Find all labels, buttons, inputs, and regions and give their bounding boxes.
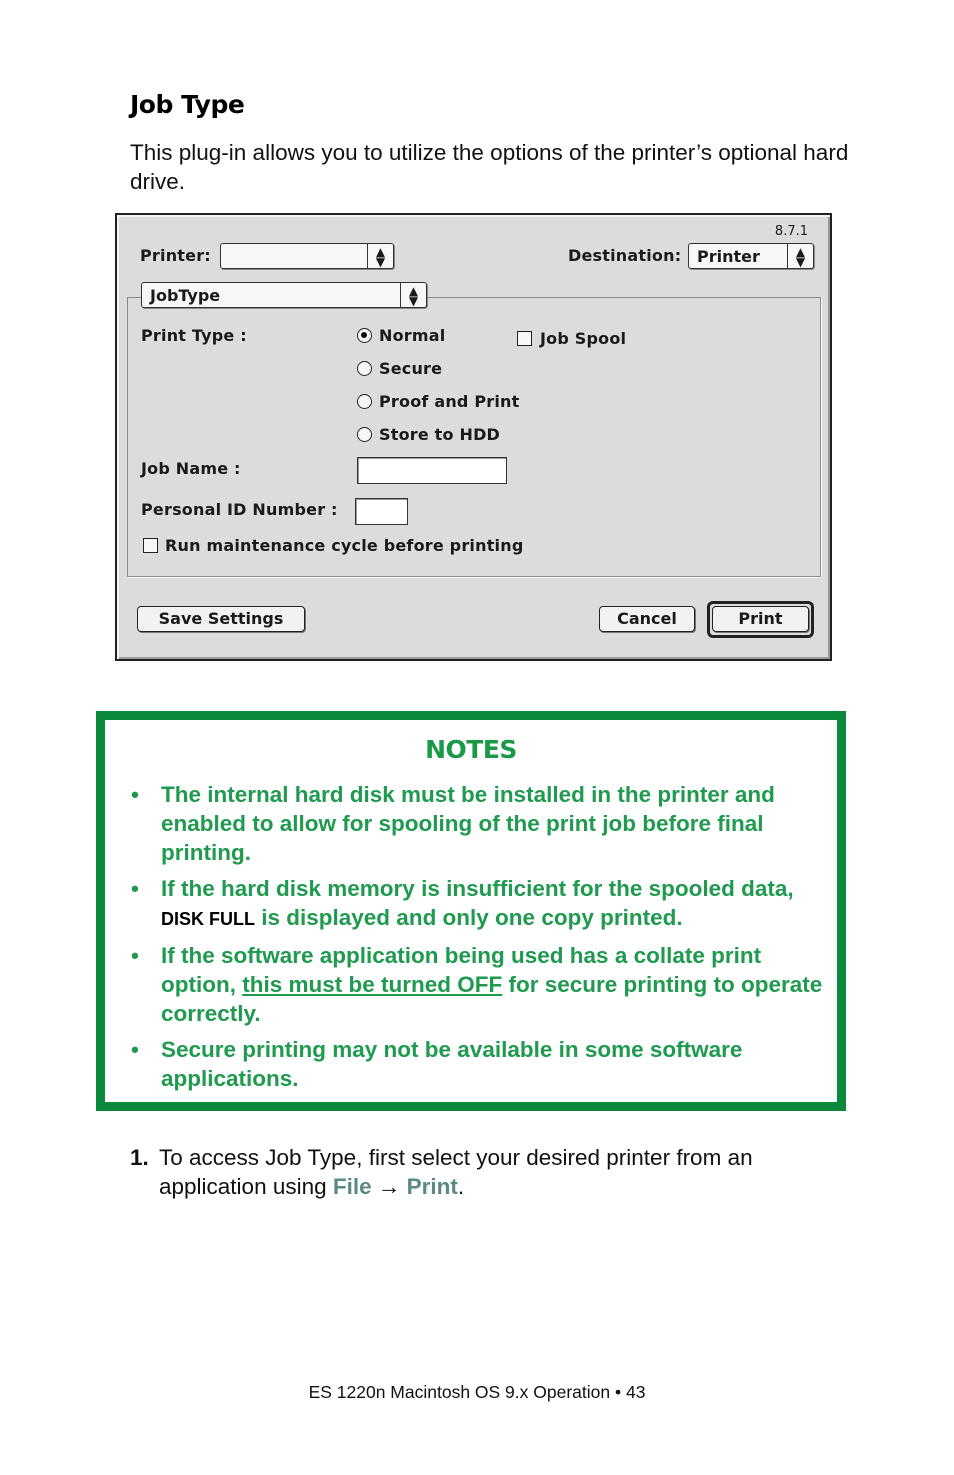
intro-paragraph: This plug-in allows you to utilize the options of the printer’s optional hard drive. (130, 140, 849, 194)
job-name-field[interactable] (357, 457, 507, 484)
note-text: The internal hard disk must be installed in the printer and enabled to allow for spooling of the print job before final printing. (161, 782, 775, 865)
bullet-icon: • (131, 943, 139, 968)
maintenance-label: Run maintenance cycle before printing (165, 536, 524, 555)
radio-secure-label: Secure (379, 359, 443, 378)
cancel-button[interactable]: Cancel (599, 606, 695, 632)
radio-store-to-hdd[interactable] (357, 427, 372, 442)
bullet-icon: • (131, 782, 139, 807)
print-type-label: Print Type : (141, 326, 247, 345)
notes-list (123, 780, 823, 1100)
menu-arrow: → (371, 1174, 407, 1199)
bullet-icon: • (131, 1037, 139, 1062)
step-text (159, 1143, 839, 1201)
printer-popup[interactable] (220, 243, 394, 269)
popup-arrows-icon: ▲ ▼ (400, 283, 426, 307)
radio-store-to-hdd-label: Store to HDD (379, 425, 501, 444)
radio-proof-and-print-label: Proof and Print (379, 392, 520, 411)
destination-popup[interactable] (688, 243, 814, 269)
job-name-label: Job Name : (141, 459, 241, 478)
bullet-icon: • (131, 876, 139, 901)
section-heading: Job Type (130, 90, 245, 119)
pin-label: Personal ID Number : (141, 500, 338, 519)
menu-print: Print (406, 1174, 458, 1199)
menu-file: File (332, 1174, 372, 1199)
note-text: is displayed and only one copy printed. (255, 905, 683, 930)
note-text: Secure printing may not be available in some software applications. (161, 1037, 743, 1091)
note-text: for secure printing to operate correctly. (161, 972, 823, 1026)
notes-title: NOTES (425, 735, 517, 764)
job-spool-label: Job Spool (540, 329, 627, 348)
panel-popup-value: JobType (150, 286, 221, 305)
print-button[interactable]: Print (712, 606, 809, 632)
version-label: 8.7.1 (774, 224, 808, 239)
popup-arrows-icon: ▲ ▼ (367, 244, 393, 268)
step-end: . (457, 1174, 465, 1199)
radio-normal-label: Normal (379, 326, 446, 345)
destination-label: Destination: (568, 246, 682, 265)
step-instruction: To access Job Type, first select your desired printer from an application using (159, 1145, 753, 1199)
list-item (123, 780, 823, 867)
printer-label: Printer: (140, 246, 211, 265)
list-item (123, 874, 823, 934)
note-text: If the hard disk memory is insufficient for the spooled data, (161, 876, 794, 901)
page-footer: ES 1220n Macintosh OS 9.x Operation • 43 (308, 1382, 646, 1402)
message-disk-full: DISK FULL (161, 909, 255, 929)
list-item (123, 1035, 823, 1093)
list-item (123, 941, 823, 1028)
step-number: 1. (130, 1145, 149, 1170)
note-emphasis: this must be turned OFF (242, 972, 503, 997)
popup-arrows-icon: ▲ ▼ (787, 244, 813, 268)
panel-popup[interactable] (141, 282, 427, 308)
save-settings-button[interactable]: Save Settings (137, 606, 305, 632)
destination-popup-value: Printer (697, 247, 760, 266)
note-text: If the software application being used has a collate print option, (161, 943, 762, 997)
radio-secure[interactable] (357, 361, 372, 376)
notes-box (96, 711, 846, 1111)
radio-normal[interactable] (357, 328, 372, 343)
job-spool-checkbox[interactable] (517, 331, 532, 346)
print-dialog (115, 213, 832, 661)
pin-field[interactable] (355, 498, 408, 525)
radio-proof-and-print[interactable] (357, 394, 372, 409)
maintenance-checkbox[interactable] (143, 538, 158, 553)
